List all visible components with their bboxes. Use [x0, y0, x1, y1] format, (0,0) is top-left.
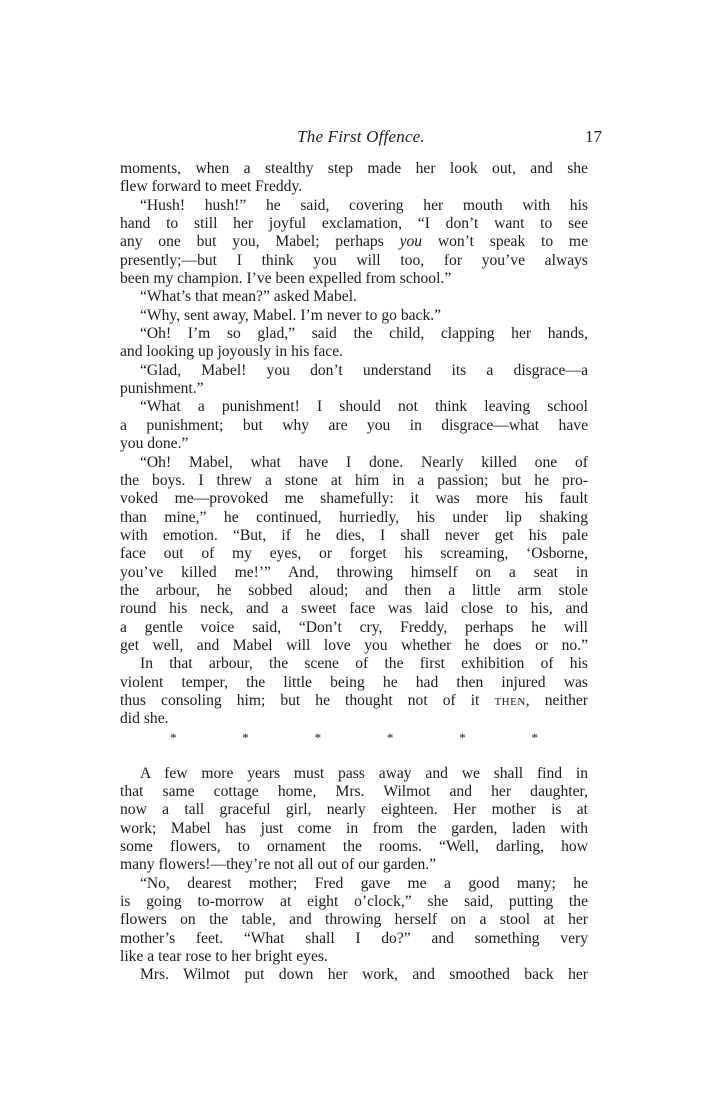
italic-word: you — [399, 233, 423, 251]
text-line: “Glad, Mabel! you don’t understand its a disgrace—a — [140, 361, 588, 379]
text-line: now a tall graceful girl, nearly eighteen. Her mother is at — [120, 801, 588, 819]
text-line: violent temper, the little being he had then injured was — [120, 673, 588, 691]
section-separator — [120, 729, 588, 753]
text-line: the boys. I threw a stone at him in a passion; but he pro- — [120, 471, 588, 489]
text-line: hand to still her joyful exclamation, “I don’t want to see — [120, 215, 588, 233]
small-caps-word: then — [494, 691, 526, 709]
running-title: The First Offence. — [297, 127, 425, 146]
text-line: the arbour, he sobbed aloud; and then a little arm stole — [120, 581, 588, 599]
separator-asterisk: * — [170, 729, 177, 745]
text-line: “What a punishment! I should not think leaving school — [140, 398, 588, 416]
text-line: “Hush! hush!” he said, covering her mouth with his — [140, 196, 588, 214]
text-line: flowers on the table, and throwing herself on a stool at her — [120, 911, 588, 929]
text-line: moments, when a stealthy step made her look out, and she — [120, 160, 588, 177]
text-line — [120, 692, 588, 710]
text-line: In that arbour, the scene of the first exhibition of his — [140, 655, 588, 673]
text-line: is going to-morrow at eight o’clock,” she said, putting the — [120, 893, 588, 911]
text-segment: any one but you, Mabel; perhaps — [120, 233, 384, 251]
text-line: some flowers, to ornament the rooms. “Well, darling, how — [120, 838, 588, 856]
text-line: “Why, sent away, Mabel. I’m never to go back.” — [140, 306, 442, 324]
text-line: did she. — [120, 710, 169, 728]
text-line: A few more years must pass away and we shall find in — [140, 764, 588, 782]
separator-asterisk: * — [242, 729, 249, 745]
text-line: “What’s that mean?” asked Mabel. — [140, 288, 357, 306]
separator-asterisk: * — [314, 729, 322, 745]
text-line: many flowers!—they’re not all out of our garden.” — [120, 856, 437, 874]
separator-asterisk: * — [386, 729, 394, 745]
separator-asterisk: * — [459, 729, 466, 745]
text-line: round his neck, and a sweet face was laid close to his, and — [120, 600, 588, 618]
text-line: been my champion. I’ve been expelled from school.” — [120, 270, 452, 288]
text-line: you done.” — [120, 435, 189, 453]
text-line: a punishment; but why are you in disgrace—what have — [120, 416, 588, 434]
text-line: than mine,” he continued, hurriedly, his under lip shaking — [120, 508, 588, 526]
text-line: you’ve killed me!’” And, throwing himself on a seat in — [120, 563, 588, 581]
text-line: with emotion. “But, if he dies, I shall never get his pale — [120, 526, 588, 544]
text-line: flew forward to meet Freddy. — [120, 178, 303, 196]
text-line: punishment.” — [120, 380, 204, 398]
text-line: that same cottage home, Mrs. Wilmot and her daughter, — [120, 783, 588, 800]
text-line: Mrs. Wilmot put down her work, and smoothed back her — [140, 966, 588, 984]
text-line: “Oh! Mabel, what have I done. Nearly killed one of — [140, 453, 588, 471]
text-line: like a tear rose to her bright eyes. — [120, 948, 328, 966]
text-line: mother’s feet. “What shall I do?” and something very — [120, 929, 588, 947]
text-segment: , neither — [525, 691, 588, 709]
page-number: 17 — [585, 127, 602, 146]
text-line: presently;—but I think you will too, for you’ve always — [120, 251, 588, 269]
text-line — [120, 233, 588, 251]
text-line: voked me—provoked me shamefully: it was more his fault — [120, 490, 588, 508]
page-header — [120, 127, 602, 149]
text-segment: won’t speak to me — [437, 233, 588, 251]
text-line: “Oh! I’m so glad,” said the child, clapping her hands, — [140, 325, 588, 343]
body-text — [120, 160, 588, 985]
text-line: “No, dearest mother; Fred gave me a good many; he — [140, 874, 588, 892]
text-line: work; Mabel has just come in from the garden, laden with — [120, 819, 588, 837]
text-line: and looking up joyously in his face. — [120, 343, 344, 361]
text-line: get well, and Mabel will love you whether he does or no.” — [120, 636, 588, 654]
separator-asterisk: * — [531, 729, 538, 745]
text-line: a gentle voice said, “Don’t cry, Freddy, perhaps he will — [120, 618, 588, 636]
text-segment: thus consoling him; but he thought not of it — [120, 691, 480, 709]
text-line: face out of my eyes, or forget his screaming, ‘Osborne, — [120, 545, 588, 563]
